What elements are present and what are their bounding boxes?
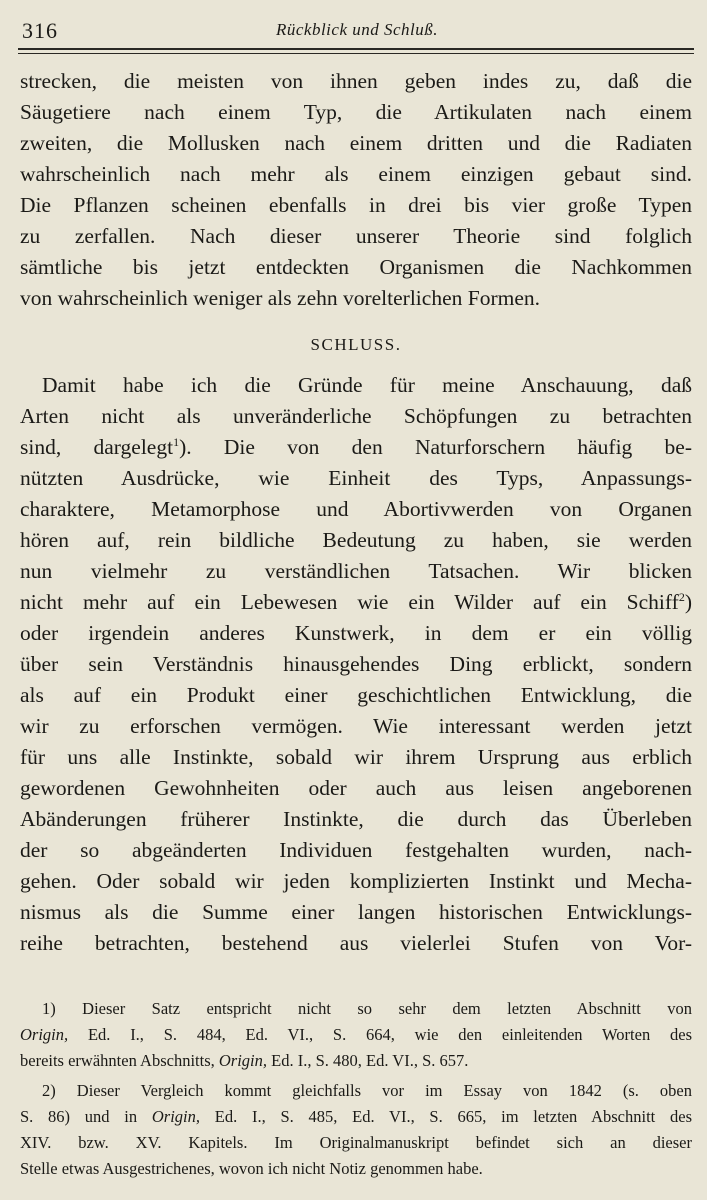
text-fragment: Ed. I., S. 480, Ed. VI., S. 657. xyxy=(267,1051,469,1070)
text-line: reihe betrachten, bestehend aus vielerlei Stufen von Vor- xyxy=(20,931,692,955)
text-fragment: Ed. I., S. 484, Ed. VI., S. 664, wie den einleitenden Worten des xyxy=(68,1025,692,1044)
text-line: Damit habe ich die Gründe für meine Anschauung, daß xyxy=(42,373,692,397)
section-heading: SCHLUSS. xyxy=(310,335,402,354)
text-line: zweiten, die Mollusken nach einem dritten und die Radiaten xyxy=(20,131,692,155)
italic-title: Origin, xyxy=(218,1051,268,1070)
running-title: Rückblick und Schluß. xyxy=(275,20,439,39)
text-line: Die Pflanzen scheinen ebenfalls in drei bis vier große Typen xyxy=(20,193,692,217)
footnote-1-line xyxy=(20,1022,692,1048)
text-line: über sein Verständnis hinausgehendes Ding erblickt, sondern xyxy=(20,652,692,676)
footnote-2-line: 2) Dieser Vergleich kommt gleichfalls vor im Essay von 1842 (s. oben xyxy=(42,1081,692,1100)
footnotes xyxy=(20,996,692,1182)
header-rule-thin xyxy=(18,53,694,54)
text-line: gewordenen Gewohnheiten oder auch aus leisen angeborenen xyxy=(20,776,692,800)
footnote-2-line: Stelle etwas Ausgestrichenes, wovon ich nicht Notiz genommen habe. xyxy=(20,1159,483,1178)
text-line: von wahrscheinlich weniger als zehn vorelterlichen Formen. xyxy=(20,286,540,310)
text-line-with-footnote xyxy=(20,587,692,618)
text-line: wir zu erforschen vermögen. Wie interessant werden jetzt xyxy=(20,714,692,738)
text-fragment: bereits erwähnten Abschnitts, xyxy=(20,1051,219,1070)
text-line: Säugetiere nach einem Typ, die Artikulaten nach einem xyxy=(20,100,692,124)
text-line: für uns alle Instinkte, sobald wir ihrem Ursprung aus erblich xyxy=(20,745,692,769)
text-line: wahrscheinlich nach mehr als einem einzigen gebaut sind. xyxy=(20,162,692,186)
header-rule-thick xyxy=(18,48,694,50)
italic-title: Origin, xyxy=(20,1025,69,1044)
text-line: strecken, die meisten von ihnen geben indes zu, daß die xyxy=(20,69,692,93)
text-line: hören auf, rein bildliche Bedeutung zu haben, sie werden xyxy=(20,528,692,552)
text-line: nützten Ausdrücke, wie Einheit des Typs, Anpassungs- xyxy=(20,466,692,490)
text-fragment: S. 86) und in xyxy=(20,1107,152,1126)
text-line: zu zerfallen. Nach dieser unserer Theorie sind folglich xyxy=(20,224,692,248)
text-fragment: ) xyxy=(684,590,692,614)
italic-title: Origin, xyxy=(151,1107,201,1126)
footnote-2-line xyxy=(20,1104,692,1130)
page-header xyxy=(22,14,692,42)
body-text xyxy=(20,66,692,959)
footnote-marker-2[interactable]: 2 xyxy=(678,589,685,604)
text-line: Arten nicht als unveränderliche Schöpfungen zu betrachten xyxy=(20,404,692,428)
text-fragment: nicht mehr auf ein Lebewesen wie ein Wilder auf ein Schiff xyxy=(20,590,679,614)
text-fragment: sind, dargelegt xyxy=(20,435,174,459)
text-line: nun vielmehr zu verständlichen Tatsachen. Wir blicken xyxy=(20,559,692,583)
text-line: der so abgeänderten Individuen festgehalten wurden, nach- xyxy=(20,838,692,862)
text-line: Abänderungen früherer Instinkte, die durch das Überleben xyxy=(20,807,692,831)
page-number: 316 xyxy=(22,18,58,43)
footnote-2-line: XIV. bzw. XV. Kapitels. Im Originalmanuskript befindet sich an dieser xyxy=(20,1133,692,1152)
text-line: sämtliche bis jetzt entdeckten Organismen die Nachkommen xyxy=(20,255,692,279)
footnote-1-line: 1) Dieser Satz entspricht nicht so sehr dem letzten Abschnitt von xyxy=(42,999,692,1018)
text-fragment: Ed. I., S. 485, Ed. VI., S. 665, im letzten Abschnitt des xyxy=(200,1107,692,1126)
text-line: als auf ein Produkt einer geschichtlichen Entwicklung, die xyxy=(20,683,692,707)
text-line-with-footnote xyxy=(20,432,692,463)
text-line: gehen. Oder sobald wir jeden komplizierten Instinkt und Mecha- xyxy=(20,869,692,893)
text-fragment: ). Die von den Naturforschern häufig be- xyxy=(179,435,692,459)
text-line: charaktere, Metamorphose und Abortivwerden von Organen xyxy=(20,497,692,521)
text-line: nismus als die Summe einer langen historischen Entwicklungs- xyxy=(20,900,692,924)
footnote-marker-1[interactable]: 1 xyxy=(173,434,180,449)
text-line: oder irgendein anderes Kunstwerk, in dem er ein völlig xyxy=(20,621,692,645)
footnote-1-line xyxy=(20,1048,692,1074)
